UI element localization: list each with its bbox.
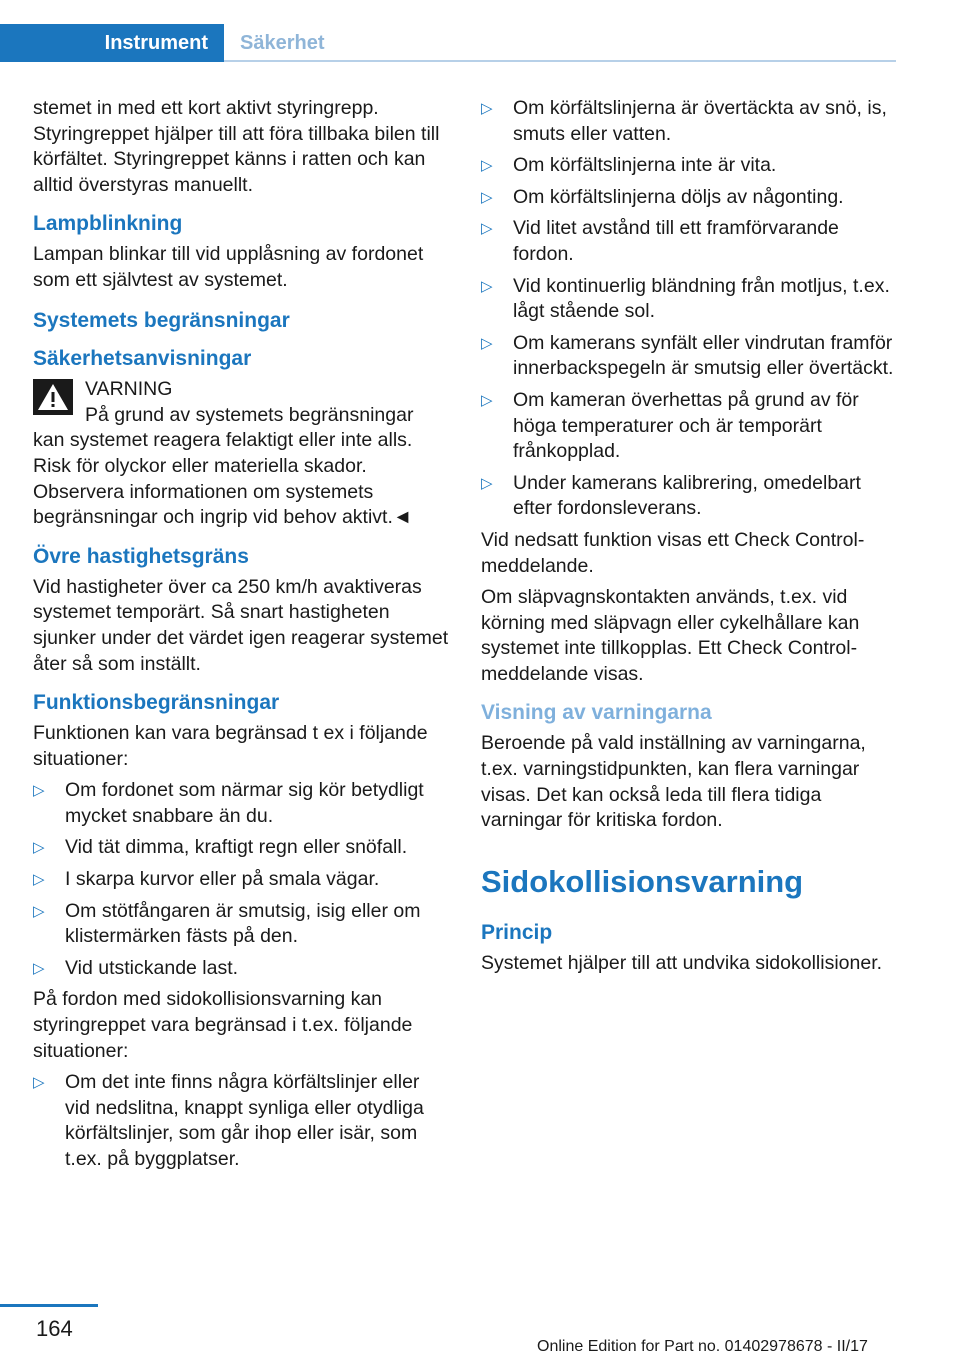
triangle-bullet-icon: ▷	[481, 391, 493, 409]
paragraph-princip: Systemet hjälper till att undvika sidokollisioner.	[481, 951, 883, 974]
list-item: ▷ Om kameran överhettas på grund av för höga temperaturer och är temporärt frånkopplad.	[481, 388, 859, 463]
heading-lampblinkning: Lampblinkning	[33, 212, 183, 236]
footer-divider	[0, 1304, 98, 1307]
left-column	[33, 96, 449, 1179]
list-item: ▷ Vid utstickande last.	[33, 956, 449, 982]
triangle-bullet-icon: ▷	[481, 157, 493, 175]
triangle-bullet-icon: ▷	[481, 220, 493, 238]
paragraph-side-collision: På fordon med sidokollisionsvarning kan styringreppet vara begränsad i t.ex. följande situationer:	[33, 988, 413, 1062]
paragraph-intro: stemet in med ett kort aktivt styringrepp. Styringreppet hjälper till att föra tillbaka bilen till körfältet. Styringreppet känns i ratten och kan alltid överstyras manuellt.	[33, 97, 440, 196]
list-lane-limits-continued	[481, 96, 897, 522]
triangle-bullet-icon: ▷	[481, 474, 493, 492]
triangle-bullet-icon: ▷	[33, 1074, 45, 1092]
heading-princip: Princip	[481, 920, 553, 944]
heading-safety: Säkerhetsanvisningar	[33, 347, 252, 371]
warning-block	[33, 377, 449, 531]
list-lane-limits	[33, 1070, 449, 1172]
triangle-bullet-icon: ▷	[33, 902, 45, 920]
tab-instrument[interactable]: Instrument	[0, 24, 224, 62]
page-header	[0, 0, 960, 62]
paragraph-warning-display: Beroende på vald inställning av varningarna, t.ex. varningstidpunkten, kan flera varningar visas. Det kan också leda till flera tidiga varningar för kritiska fordon.	[481, 732, 866, 832]
list-item: ▷ Vid kontinuerlig bländning från motljus, t.ex. lågt stående sol.	[481, 274, 890, 323]
triangle-bullet-icon: ▷	[481, 188, 493, 206]
triangle-bullet-icon: ▷	[481, 334, 493, 352]
page-title-side-collision: Sidokollisionsvarning	[481, 863, 804, 899]
triangle-bullet-icon: ▷	[33, 839, 45, 857]
heading-warning-display: Visning av varningarna	[481, 701, 712, 725]
list-item: ▷ Under kamerans kalibrering, omedelbart efter fordonsleverans.	[481, 471, 861, 520]
paragraph-function: Funktionen kan vara begränsad t ex i följande situationer:	[33, 722, 428, 770]
list-item: ▷ Om stötfångaren är smutsig, isig eller om klistermärken fästs på den.	[33, 899, 421, 948]
list-item: ▷ Vid litet avstånd till ett framförvarande fordon.	[481, 217, 839, 265]
heading-system-limits: Systemets begränsningar	[33, 308, 290, 332]
warning-text: På grund av systemets begränsningar kan systemet reagera felaktigt eller inte alls. Risk för olyckor eller materiella skador. Observera informationen om systemets begränsningar och ingrip vid behov aktivt.◄	[33, 403, 414, 529]
warning-title: VARNING	[85, 378, 173, 401]
paragraph-check-control: Vid nedsatt funktion visas ett Check Control-meddelande.	[481, 528, 865, 577]
triangle-bullet-icon: ▷	[33, 871, 45, 889]
triangle-bullet-icon: ▷	[33, 782, 45, 800]
paragraph-trailer: Om släpvagnskontakten används, t.ex. vid körning med släpvagn eller cykelhållare kan systemet inte tillkopplas. Ett Check Control-meddelande visas.	[481, 586, 860, 685]
list-item: ▷ Om det inte finns några körfältslinjer eller vid nedslitna, knappt synliga eller otydliga körfältslinjer, som går ihop eller isär, som t.ex. på byggplatser.	[33, 1071, 424, 1170]
list-function-limits	[33, 778, 449, 981]
warning-icon	[33, 379, 73, 415]
triangle-bullet-icon: ▷	[481, 277, 493, 295]
list-item: ▷ Om körfältslinjerna är övertäckta av snö, is, smuts eller vatten.	[481, 97, 887, 145]
tab-sakerhet[interactable]: Säkerhet	[240, 31, 325, 54]
paragraph-lamp: Lampan blinkar till vid upplåsning av fordonet som ett självtest av systemet.	[33, 243, 424, 291]
edition-note: Online Edition for Part no. 01402978678 - II/17	[537, 1338, 868, 1355]
list-item: ▷ Om kamerans synfält eller vindrutan framför innerbackspegeln är smutsig eller övertäckt.	[481, 331, 894, 380]
list-item: ▷ Om fordonet som närmar sig kör betydligt mycket snabbare än du.	[33, 779, 424, 827]
list-item: ▷ Om körfältslinjerna döljs av någonting.	[481, 185, 897, 211]
right-column	[481, 96, 897, 982]
triangle-bullet-icon: ▷	[481, 100, 493, 117]
list-item: ▷ I skarpa kurvor eller på smala vägar.	[33, 867, 449, 893]
paragraph-speed: Vid hastigheter över ca 250 km/h avaktiveras systemet temporärt. Så snart hastigheten sjunker under det värdet igen reagerar systemet åter så som inställt.	[33, 575, 449, 675]
heading-function-limits: Funktionsbegränsningar	[33, 691, 280, 715]
header-divider	[224, 60, 896, 62]
list-item: ▷ Vid tät dimma, kraftigt regn eller snöfall.	[33, 835, 449, 861]
triangle-bullet-icon: ▷	[33, 959, 45, 977]
list-item: ▷ Om körfältslinjerna inte är vita.	[481, 153, 897, 179]
page-number: 164	[36, 1316, 73, 1341]
heading-speed-limit: Övre hastighetsgräns	[33, 544, 249, 568]
